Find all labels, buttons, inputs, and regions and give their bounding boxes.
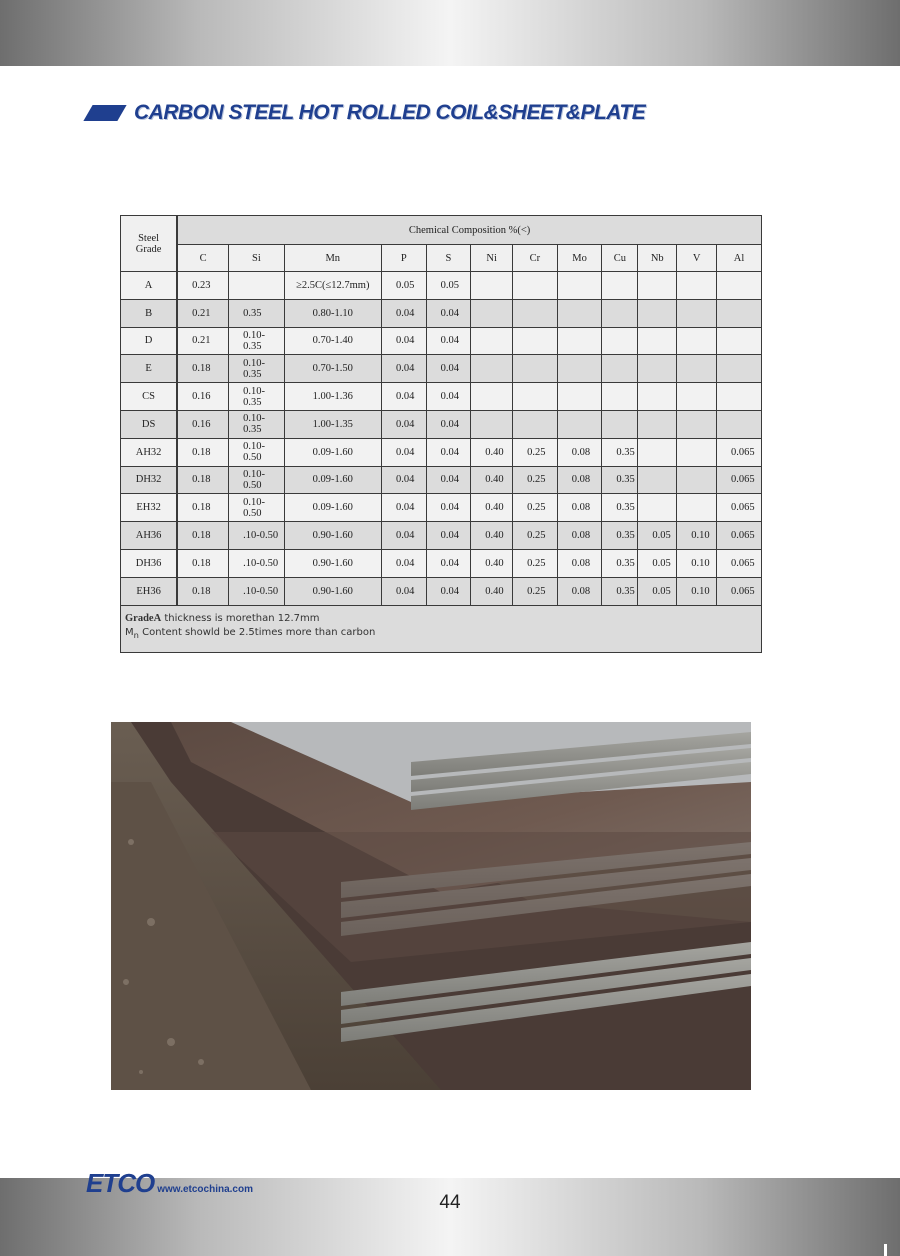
value-cell: 0.04 (426, 466, 471, 494)
value-cell: 0.05 (638, 577, 677, 605)
chemical-composition-table (120, 215, 762, 653)
value-cell: 0.04 (381, 299, 426, 327)
value-cell (602, 383, 638, 411)
value-cell (717, 299, 762, 327)
value-cell (557, 272, 602, 300)
etco-logo: ETCO (86, 1168, 155, 1198)
value-cell: 0.04 (426, 327, 471, 355)
column-header: Ni (471, 245, 513, 272)
grade-header-line1: Steel (138, 232, 160, 244)
page-title: CARBON STEEL HOT ROLLED COIL&SHEET&PLATE (134, 101, 646, 124)
value-cell: 0.10 (677, 522, 717, 550)
value-cell (717, 355, 762, 383)
value-cell (471, 299, 513, 327)
value-cell: 0.04 (426, 549, 471, 577)
value-cell: 0.70-1.40 (284, 327, 381, 355)
value-cell: 0.04 (426, 438, 471, 466)
value-cell: 0.04 (426, 577, 471, 605)
value-cell (717, 272, 762, 300)
grade-cell: EH36 (121, 577, 178, 605)
value-cell: 0.18 (177, 577, 228, 605)
value-cell (677, 494, 717, 522)
value-cell (638, 299, 677, 327)
value-cell (677, 355, 717, 383)
table-row (121, 494, 762, 522)
value-cell: 0.10 (677, 577, 717, 605)
value-cell: 0.25 (513, 577, 558, 605)
value-cell: 0.40 (471, 466, 513, 494)
value-cell: 1.00-1.36 (284, 383, 381, 411)
value-cell (471, 383, 513, 411)
value-cell (513, 272, 558, 300)
grade-cell: CS (121, 383, 178, 411)
value-cell (638, 355, 677, 383)
value-cell: 0.35 (602, 438, 638, 466)
table-row (121, 549, 762, 577)
value-cell (513, 410, 558, 438)
value-cell: 0.04 (381, 438, 426, 466)
value-cell: 0.40 (471, 577, 513, 605)
page-header (88, 98, 645, 128)
value-cell: 1.00-1.35 (284, 410, 381, 438)
value-cell (471, 272, 513, 300)
value-cell: 0.08 (557, 494, 602, 522)
value-cell: 0.25 (513, 466, 558, 494)
column-header: S (426, 245, 471, 272)
value-cell: 0.35 (602, 577, 638, 605)
value-cell (471, 327, 513, 355)
grade-cell: AH32 (121, 438, 178, 466)
value-cell: 0.065 (717, 466, 762, 494)
value-cell: 0.25 (513, 494, 558, 522)
value-cell: 0.40 (471, 522, 513, 550)
note-line-2 (125, 626, 757, 642)
value-cell: 0.70-1.50 (284, 355, 381, 383)
value-cell: 0.04 (381, 466, 426, 494)
value-cell: 0.04 (426, 494, 471, 522)
value-cell: 0.04 (381, 549, 426, 577)
table-body (121, 272, 762, 606)
steel-grade-header (121, 216, 178, 272)
value-cell: 0.10-0.35 (229, 383, 284, 411)
value-cell (677, 466, 717, 494)
value-cell: 0.90-1.60 (284, 522, 381, 550)
grade-cell: B (121, 299, 178, 327)
chemical-composition-header: Chemical Composition %(<) (177, 216, 761, 245)
value-cell: 0.23 (177, 272, 228, 300)
value-cell (513, 383, 558, 411)
table-row (121, 383, 762, 411)
table-row (121, 410, 762, 438)
value-cell: 0.40 (471, 438, 513, 466)
value-cell: 0.08 (557, 577, 602, 605)
table-row (121, 272, 762, 300)
value-cell: 0.04 (381, 577, 426, 605)
value-cell: 0.35 (602, 494, 638, 522)
value-cell: 0.065 (717, 494, 762, 522)
value-cell: 0.05 (381, 272, 426, 300)
value-cell: 0.80-1.10 (284, 299, 381, 327)
value-cell: 0.09-1.60 (284, 494, 381, 522)
note-line-1 (125, 612, 757, 626)
value-cell: 0.04 (426, 355, 471, 383)
note-mn-symbol: M (125, 626, 134, 638)
value-cell: ≥2.5C(≤12.7mm) (284, 272, 381, 300)
value-cell (638, 494, 677, 522)
value-cell: 0.90-1.60 (284, 577, 381, 605)
value-cell: 0.09-1.60 (284, 466, 381, 494)
value-cell: 0.065 (717, 438, 762, 466)
value-cell: 0.10-0.50 (229, 494, 284, 522)
value-cell (602, 410, 638, 438)
value-cell: 0.08 (557, 549, 602, 577)
value-cell: 0.08 (557, 466, 602, 494)
value-cell: 0.08 (557, 438, 602, 466)
note-mn-subscript: n (133, 629, 139, 640)
value-cell (557, 383, 602, 411)
value-cell (557, 327, 602, 355)
value-cell: 0.10-0.50 (229, 466, 284, 494)
grade-cell: DH36 (121, 549, 178, 577)
value-cell (677, 272, 717, 300)
column-header: Si (229, 245, 284, 272)
column-header: Cr (513, 245, 558, 272)
column-header: Cu (602, 245, 638, 272)
table-row (121, 327, 762, 355)
note-grade-label: GradeA (125, 612, 162, 624)
value-cell (513, 299, 558, 327)
value-cell: 0.35 (602, 549, 638, 577)
table-row (121, 577, 762, 605)
value-cell (471, 355, 513, 383)
value-cell: 0.35 (229, 299, 284, 327)
grade-cell: DH32 (121, 466, 178, 494)
value-cell: .10-0.50 (229, 549, 284, 577)
value-cell: 0.16 (177, 383, 228, 411)
value-cell (557, 355, 602, 383)
value-cell: 0.065 (717, 549, 762, 577)
table-row (121, 299, 762, 327)
value-cell: 0.18 (177, 549, 228, 577)
value-cell (557, 299, 602, 327)
value-cell: 0.065 (717, 577, 762, 605)
value-cell: 0.04 (381, 410, 426, 438)
grade-cell: EH32 (121, 494, 178, 522)
value-cell (638, 327, 677, 355)
value-cell: 0.04 (426, 299, 471, 327)
value-cell: 0.04 (426, 410, 471, 438)
column-header: Mn (284, 245, 381, 272)
value-cell: 0.08 (557, 522, 602, 550)
value-cell (717, 383, 762, 411)
value-cell: 0.04 (381, 327, 426, 355)
value-cell (677, 299, 717, 327)
grade-cell: AH36 (121, 522, 178, 550)
column-header: C (177, 245, 228, 272)
value-cell: 0.10 (677, 549, 717, 577)
value-cell (557, 410, 602, 438)
value-cell: 0.05 (638, 522, 677, 550)
column-header: V (677, 245, 717, 272)
steel-plates-photo (111, 722, 751, 1090)
value-cell: 0.21 (177, 299, 228, 327)
value-cell: 0.35 (602, 466, 638, 494)
value-cell: .10-0.50 (229, 577, 284, 605)
page-number: 44 (439, 1192, 461, 1213)
title-accent-bar (83, 105, 126, 121)
value-cell (602, 272, 638, 300)
grade-header-line2: Grade (135, 243, 162, 255)
column-header: Mo (557, 245, 602, 272)
value-cell: 0.18 (177, 438, 228, 466)
value-cell (677, 383, 717, 411)
value-cell: 0.10-0.35 (229, 327, 284, 355)
value-cell: 0.05 (426, 272, 471, 300)
page-edge-mark (884, 1244, 887, 1256)
grade-cell: E (121, 355, 178, 383)
value-cell (602, 327, 638, 355)
value-cell: 0.25 (513, 438, 558, 466)
value-cell: 0.90-1.60 (284, 549, 381, 577)
value-cell (229, 272, 284, 300)
value-cell: 0.18 (177, 522, 228, 550)
column-header: P (381, 245, 426, 272)
value-cell: 0.35 (602, 522, 638, 550)
note-line-1-text: thickness is morethan 12.7mm (161, 612, 320, 624)
value-cell: 0.04 (426, 522, 471, 550)
value-cell: 0.21 (177, 327, 228, 355)
value-cell (602, 355, 638, 383)
value-cell (717, 410, 762, 438)
value-cell (638, 383, 677, 411)
value-cell (513, 355, 558, 383)
value-cell (717, 327, 762, 355)
column-header: Nb (638, 245, 677, 272)
value-cell (602, 299, 638, 327)
value-cell: 0.40 (471, 549, 513, 577)
value-cell (677, 438, 717, 466)
table-row (121, 522, 762, 550)
value-cell: 0.065 (717, 522, 762, 550)
grade-cell: DS (121, 410, 178, 438)
element-header-row (121, 245, 762, 272)
value-cell: 0.10-0.35 (229, 410, 284, 438)
value-cell (677, 410, 717, 438)
value-cell: 0.10-0.35 (229, 355, 284, 383)
value-cell: 0.09-1.60 (284, 438, 381, 466)
value-cell (638, 466, 677, 494)
table-row (121, 355, 762, 383)
value-cell: 0.04 (381, 355, 426, 383)
value-cell: 0.18 (177, 466, 228, 494)
value-cell: 0.16 (177, 410, 228, 438)
top-gradient-band (0, 0, 900, 66)
table-row (121, 466, 762, 494)
grade-cell: D (121, 327, 178, 355)
grade-cell: A (121, 272, 178, 300)
value-cell: 0.18 (177, 355, 228, 383)
value-cell: .10-0.50 (229, 522, 284, 550)
value-cell (638, 410, 677, 438)
value-cell (471, 410, 513, 438)
value-cell (638, 272, 677, 300)
value-cell: 0.18 (177, 494, 228, 522)
value-cell: 0.04 (381, 522, 426, 550)
table-note (121, 605, 762, 652)
value-cell (677, 327, 717, 355)
column-header: Al (717, 245, 762, 272)
value-cell: 0.10-0.50 (229, 438, 284, 466)
value-cell (638, 438, 677, 466)
value-cell (513, 327, 558, 355)
value-cell: 0.40 (471, 494, 513, 522)
value-cell: 0.04 (381, 494, 426, 522)
value-cell: 0.25 (513, 522, 558, 550)
value-cell: 0.05 (638, 549, 677, 577)
value-cell: 0.04 (426, 383, 471, 411)
value-cell: 0.04 (381, 383, 426, 411)
website-url: www.etcochina.com (157, 1184, 253, 1195)
note-line-2-text: Content showld be 2.5times more than carbon (138, 626, 376, 638)
table-row (121, 438, 762, 466)
value-cell: 0.25 (513, 549, 558, 577)
